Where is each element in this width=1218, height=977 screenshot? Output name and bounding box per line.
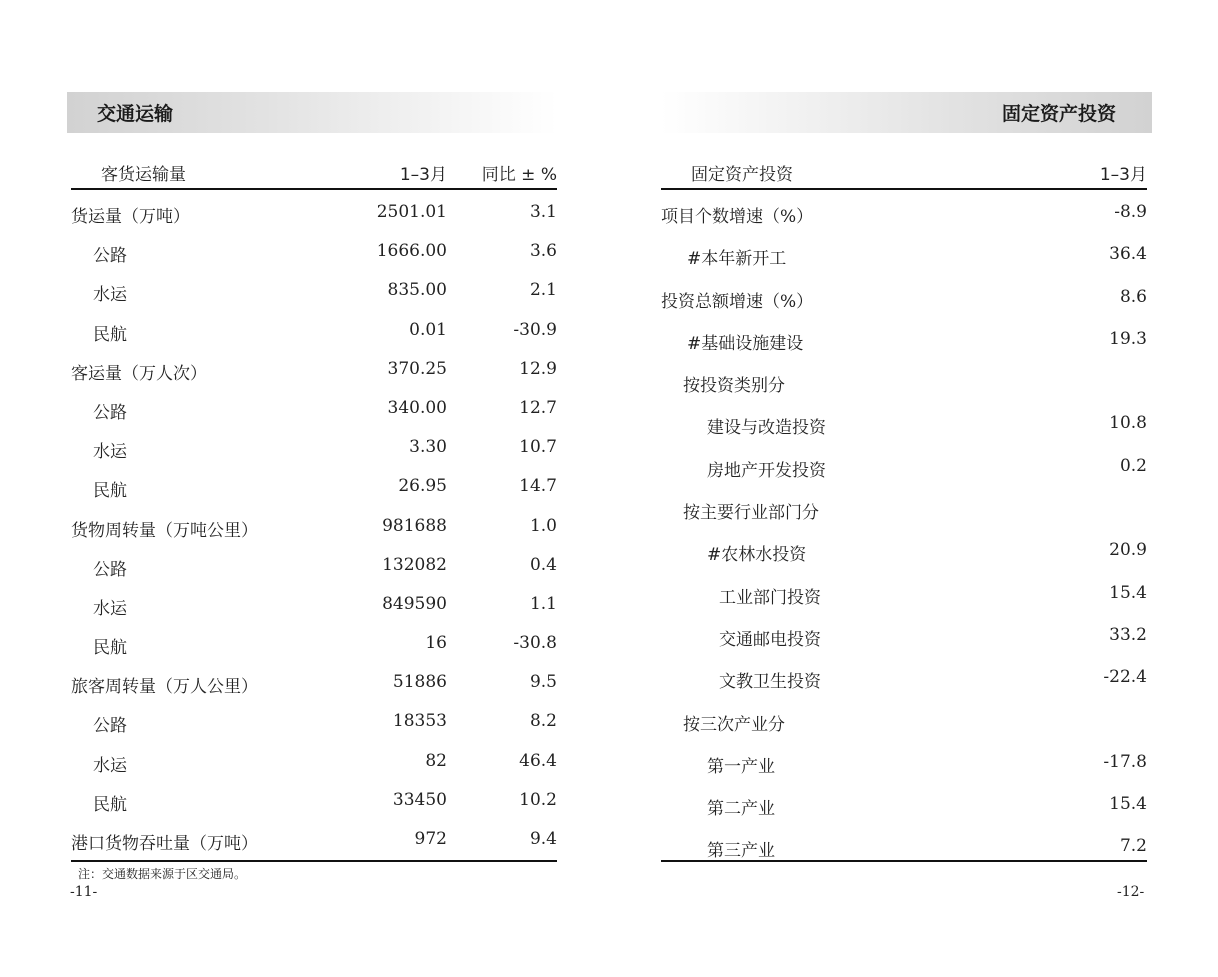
row-value: 972 — [414, 829, 447, 849]
source-note: 注：交通数据来源于区交通局。 — [78, 867, 247, 881]
table-row — [71, 428, 557, 467]
header-indicator: 固定资产投资 — [691, 165, 793, 185]
row-label: #本年新开工 — [687, 249, 787, 270]
row-label: 水运 — [93, 598, 127, 619]
row-label: #基础设施建设 — [687, 333, 804, 354]
table-row — [71, 624, 557, 663]
row-value: 36.4 — [1109, 244, 1147, 265]
table-row — [661, 447, 1147, 489]
row-value: -22.4 — [1103, 667, 1147, 688]
table-row — [71, 389, 557, 428]
row-yoy-change: 10.7 — [519, 437, 557, 458]
row-yoy-change: 10.2 — [519, 789, 557, 810]
row-label: 客运量（万人次） — [71, 363, 207, 384]
table-header — [661, 152, 1147, 190]
row-value: 51886 — [392, 672, 447, 693]
row-label: 水运 — [93, 442, 127, 463]
row-yoy-change: 8.2 — [529, 711, 557, 732]
page-number: -12- — [1117, 884, 1145, 900]
row-value: 981688 — [382, 515, 447, 536]
table-bottom-rule — [661, 860, 1147, 862]
row-value: 20.9 — [1109, 540, 1147, 561]
row-yoy-change: 12.7 — [519, 397, 557, 418]
row-label: 按主要行业部门分 — [683, 503, 819, 524]
row-value: 19.3 — [1109, 328, 1147, 349]
table-row — [661, 362, 1147, 404]
row-yoy-change: 14.7 — [519, 476, 557, 497]
table-row — [71, 663, 557, 702]
table-header — [71, 152, 557, 190]
table-row — [71, 507, 557, 546]
row-value: 82 — [425, 750, 447, 771]
row-value: 132082 — [382, 554, 447, 575]
row-value: 8.6 — [1119, 286, 1147, 307]
row-label: 公路 — [93, 559, 127, 580]
transport-table-body — [71, 193, 557, 859]
table-row — [661, 404, 1147, 446]
table-row — [661, 658, 1147, 700]
table-row — [661, 531, 1147, 573]
table-row — [71, 467, 557, 506]
table-row — [71, 311, 557, 350]
row-label: #农林水投资 — [707, 545, 807, 566]
table-row — [71, 585, 557, 624]
row-value: 16 — [425, 633, 447, 654]
table-row — [661, 193, 1147, 235]
row-value: 15.4 — [1109, 582, 1147, 603]
table-row — [71, 781, 557, 820]
row-label: 工业部门投资 — [719, 587, 821, 608]
row-label: 文教卫生投资 — [719, 672, 821, 693]
table-row — [661, 827, 1147, 869]
row-value: -17.8 — [1103, 751, 1147, 772]
row-yoy-change: 1.1 — [529, 593, 557, 614]
row-value: 849590 — [382, 593, 447, 614]
row-value: 0.2 — [1119, 455, 1147, 476]
row-value: 18353 — [392, 711, 447, 732]
row-yoy-change: 2.1 — [529, 280, 557, 301]
row-value: 340.00 — [387, 397, 447, 418]
page-number: -11- — [70, 884, 98, 900]
table-row — [661, 616, 1147, 658]
row-label: 第二产业 — [707, 799, 775, 820]
row-yoy-change: 46.4 — [519, 750, 557, 771]
header-yoy: 同比 ± % — [481, 165, 557, 185]
row-value: 2501.01 — [376, 202, 447, 222]
header-indicator: 客货运输量 — [101, 165, 186, 185]
row-value: -8.9 — [1114, 202, 1147, 222]
table-row — [71, 350, 557, 389]
table-row — [661, 574, 1147, 616]
row-yoy-change: 3.1 — [529, 202, 557, 222]
row-yoy-change: 9.4 — [529, 829, 557, 849]
row-yoy-change: 1.0 — [529, 515, 557, 536]
banner-title: 交通运输 — [97, 103, 174, 125]
table-row — [71, 820, 557, 859]
row-yoy-change: 12.9 — [519, 358, 557, 379]
table-row — [71, 546, 557, 585]
row-label: 公路 — [93, 402, 127, 423]
table-row — [661, 489, 1147, 531]
row-label: 民航 — [93, 481, 127, 502]
table-bottom-rule — [71, 860, 557, 862]
row-label: 货运量（万吨） — [71, 207, 190, 227]
row-value: 0.01 — [409, 319, 447, 340]
row-value: 370.25 — [387, 358, 447, 379]
row-label: 投资总额增速（%） — [661, 291, 814, 312]
row-label: 水运 — [93, 285, 127, 306]
header-period: 1–3月 — [399, 165, 447, 185]
table-row — [661, 701, 1147, 743]
investment-table-body — [661, 193, 1147, 870]
row-value: 15.4 — [1109, 794, 1147, 815]
row-value: 7.2 — [1119, 836, 1147, 857]
table-row — [71, 232, 557, 271]
table-row — [661, 320, 1147, 362]
row-value: 3.30 — [409, 437, 447, 458]
row-label: 公路 — [93, 716, 127, 737]
row-label: 水运 — [93, 755, 127, 776]
row-value: 835.00 — [387, 280, 447, 301]
row-label: 民航 — [93, 638, 127, 659]
table-row — [661, 785, 1147, 827]
row-value: 33.2 — [1109, 624, 1147, 645]
section-banner-transport — [67, 92, 557, 133]
row-label: 公路 — [93, 246, 127, 267]
table-row — [71, 702, 557, 741]
row-label: 按投资类别分 — [683, 376, 785, 397]
table-row — [71, 742, 557, 781]
row-yoy-change: 0.4 — [529, 554, 557, 575]
row-label: 港口货物吞吐量（万吨） — [71, 834, 258, 854]
table-row — [71, 271, 557, 310]
row-yoy-change: -30.9 — [513, 319, 557, 340]
row-label: 房地产开发投资 — [707, 460, 826, 481]
row-label: 货物周转量（万吨公里） — [71, 520, 258, 541]
row-label: 按三次产业分 — [683, 714, 785, 735]
table-row — [661, 235, 1147, 277]
row-label: 项目个数增速（%） — [661, 207, 814, 227]
row-value: 1666.00 — [376, 241, 447, 262]
row-value: 10.8 — [1109, 413, 1147, 434]
table-row — [661, 278, 1147, 320]
row-yoy-change: -30.8 — [513, 633, 557, 654]
table-row — [661, 743, 1147, 785]
row-value: 26.95 — [398, 476, 447, 497]
section-banner-investment — [661, 92, 1152, 133]
row-label: 民航 — [93, 324, 127, 345]
row-label: 交通邮电投资 — [719, 629, 821, 650]
banner-title: 固定资产投资 — [1001, 103, 1116, 125]
row-label: 第一产业 — [707, 756, 775, 777]
header-period: 1–3月 — [1099, 165, 1147, 185]
table-row — [71, 193, 557, 232]
row-label: 建设与改造投资 — [707, 418, 826, 439]
row-label: 民航 — [93, 794, 127, 815]
row-label: 第三产业 — [707, 841, 775, 862]
row-value: 33450 — [392, 789, 447, 810]
row-yoy-change: 3.6 — [529, 241, 557, 262]
row-label: 旅客周转量（万人公里） — [71, 677, 258, 698]
row-yoy-change: 9.5 — [529, 672, 557, 693]
